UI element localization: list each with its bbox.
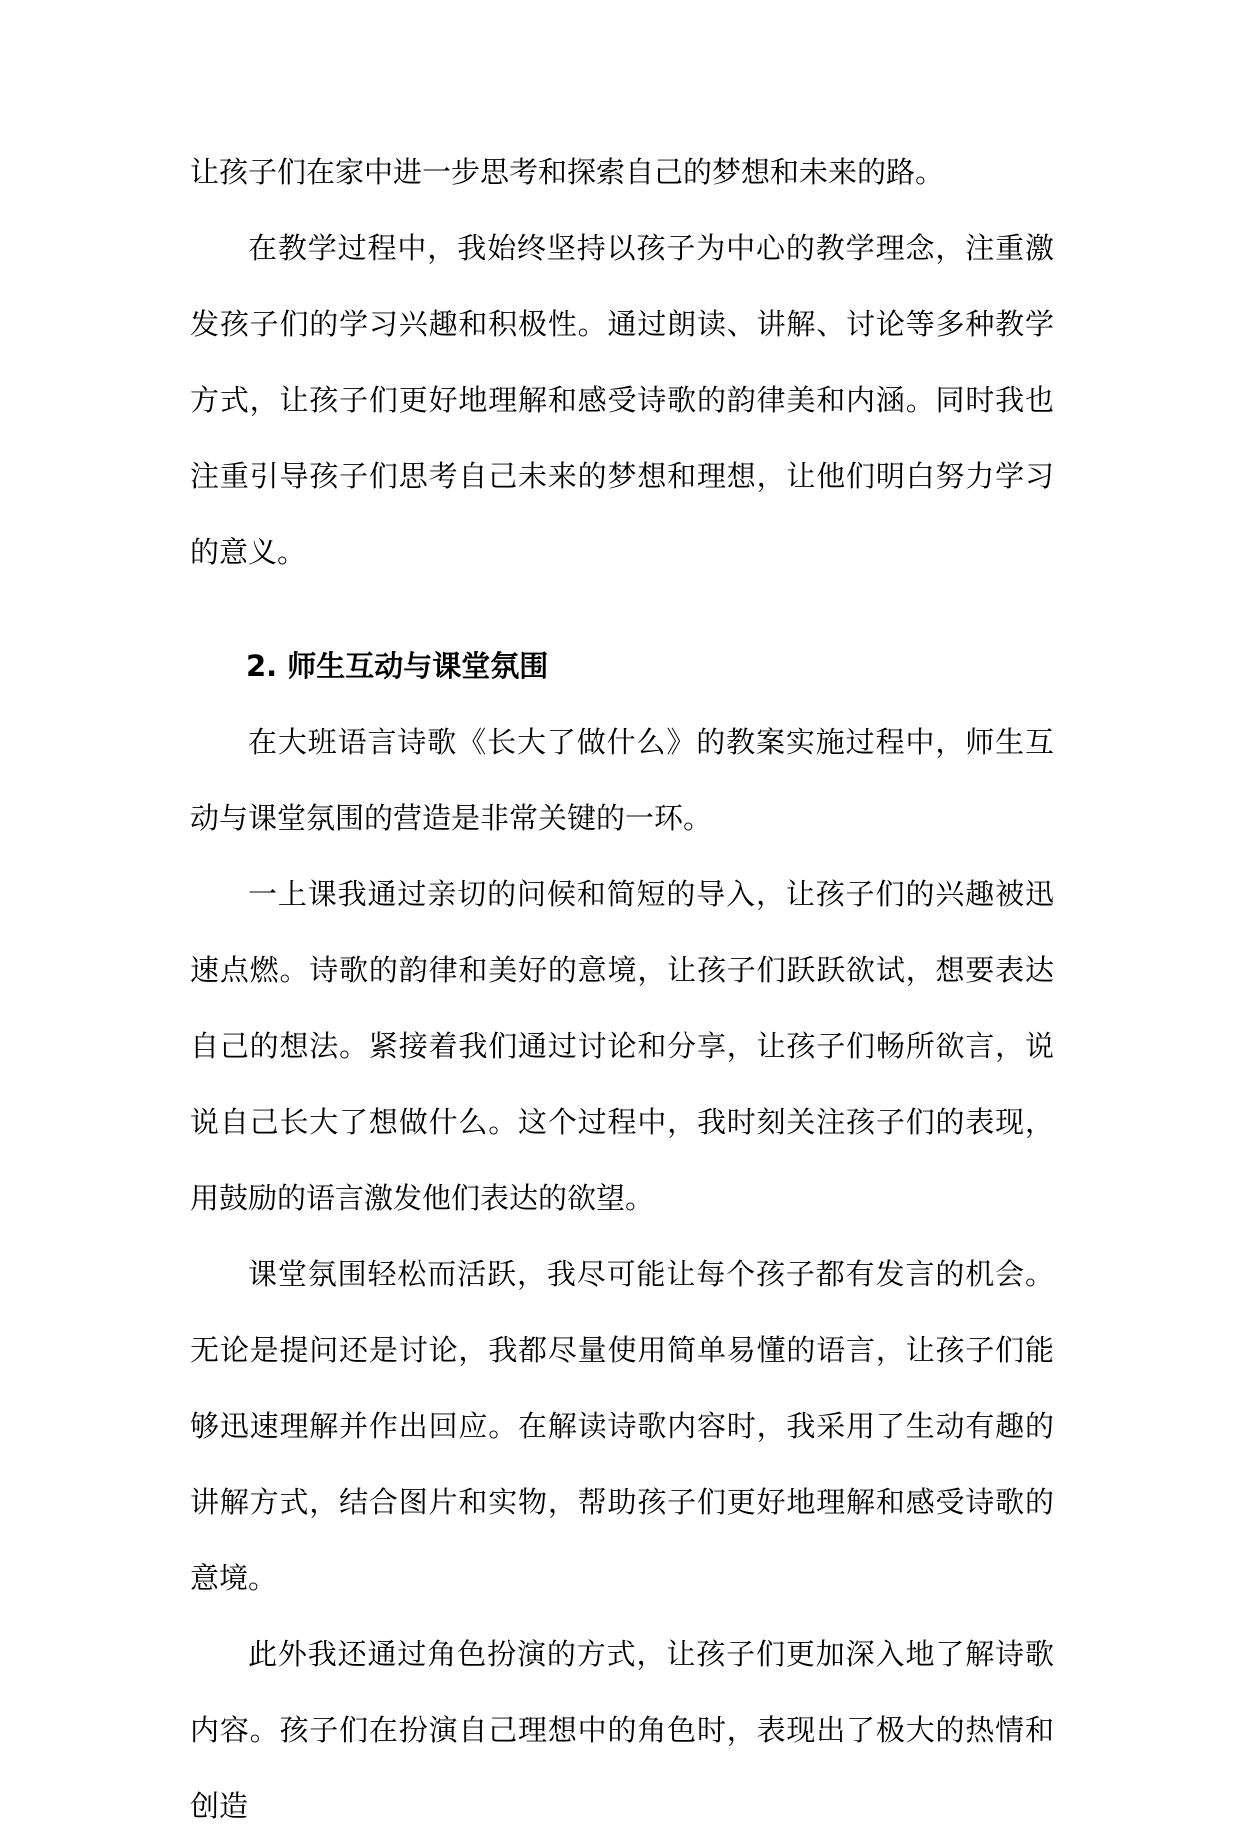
document-body [190,134,1054,1844]
paragraph-class-atmosphere: 课堂氛围轻松而活跃，我尽可能让每个孩子都有发言的机会。无论是提问还是讨论，我都尽量使用简单易懂的语言，让孩子们能够迅速理解并作出回应。在解读诗歌内容时，我采用了生动有趣的讲解方式，结合图片和实物，帮助孩子们更好地理解和感受诗歌的意境。 [190,1257,1054,1595]
paragraph-class-opening: 一上课我通过亲切的问候和简短的导入，让孩子们的兴趣被迅速点燃。诗歌的韵律和美好的意境，让孩子们跃跃欲试，想要表达自己的想法。紧接着我们通过讨论和分享，让孩子们畅所欲言，说说自己长大了想做什么。这个过程中，我时刻关注孩子们的表现，用鼓励的语言激发他们表达的欲望。 [190,877,1054,1215]
paragraph-role-play: 此外我还通过角色扮演的方式，让孩子们更加深入地了解诗歌内容。孩子们在扮演自己理想中的角色时，表现出了极大的热情和创造 [190,1637,1054,1823]
paragraph-interaction-intro: 在大班语言诗歌《长大了做什么》的教案实施过程中，师生互动与课堂氛围的营造是非常关键的一环。 [190,725,1054,835]
paragraph-continuation: 让孩子们在家中进一步思考和探索自己的梦想和未来的路。 [190,155,945,189]
section-heading: 2. 师生互动与课堂氛围 [246,649,549,683]
paragraph-teaching-philosophy: 在教学过程中，我始终坚持以孩子为中心的教学理念，注重激发孩子们的学习兴趣和积极性。通过朗读、讲解、讨论等多种教学方式，让孩子们更好地理解和感受诗歌的韵律美和内涵。同时我也注重引导孩子们思考自己未来的梦想和理想，让他们明白努力学习的意义。 [190,231,1054,569]
